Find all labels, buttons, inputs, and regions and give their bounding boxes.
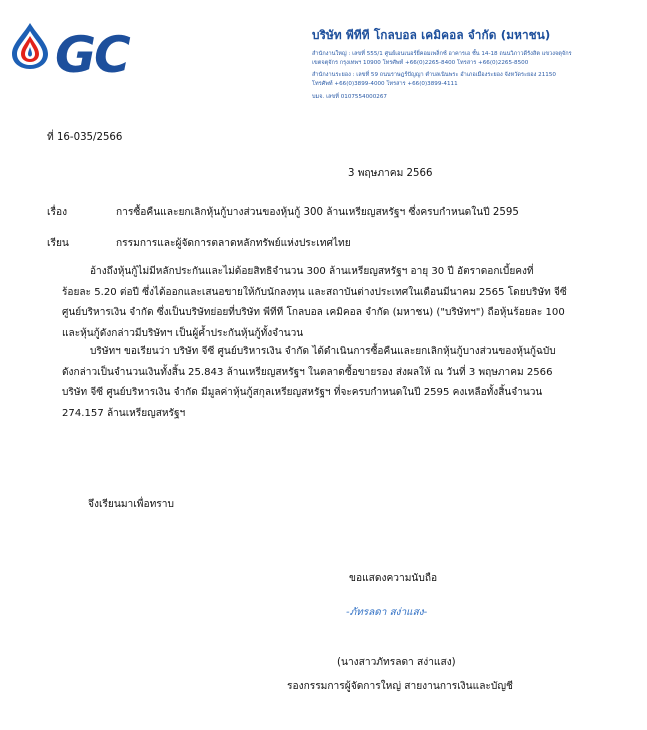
paragraph-line: ดังกล่าวเป็นจำนวนเงินทั้งสิ้น 25.843 ล้านเหรียญสหรัฐฯ ในตลาดซื้อขายรอง ส่งผลให้ ณ วันที่ 3 พฤษภาคม 2566 [62,366,553,378]
company-name: บริษัท พีทีที โกลบอล เคมิคอล จำกัด (มหาชน) [312,28,551,42]
registration-number: บมจ. เลขที่ 0107554000267 [312,94,387,101]
paragraph-line: และหุ้นกู้ดังกล่าวมีบริษัทฯ เป็นผู้ค้ำประกันหุ้นกู้ทั้งจำนวน [62,327,304,339]
signatory-title: รองกรรมการผู้จัดการใหญ่ สายงานการเงินและบัญชี [287,681,513,692]
paragraph-line: อ้างถึงหุ้นกู้ไม่มีหลักประกันและไม่ด้อยสิทธิจำนวน 300 ล้านเหรียญสหรัฐฯ อายุ 30 ปี อัตราดอกเบี้ยคงที่ [90,266,534,277]
paragraph-line: บริษัท จีซี ศูนย์บริหารเงิน จำกัด มีมูลค่าหุ้นกู้สกุลเหรียญสหรัฐฯ ที่จะครบกำหนดในปี 2595 คงเหลือทั้งสิ้นจำนวน [62,387,543,398]
hq-address-line-2: เขตจตุจักร กรุงเทพฯ 10900 โทรศัพท์ +66(0)2265-8400 โทรสาร +66(0)2265-8500 [312,59,529,66]
rayong-address-line-2: โทรศัพท์ +66(0)3899-4000 โทรสาร +66(0)3899-4111 [312,80,458,87]
letter-date: 3 พฤษภาคม 2566 [348,168,433,179]
paragraph-line: ศูนย์บริหารเงิน จำกัด ซึ่งเป็นบริษัทย่อยที่บริษัท พีทีที โกลบอล เคมิคอล จำกัด (มหาชน) ("บริษัทฯ") ถือหุ้นร้อยละ 100 [62,307,565,318]
subject-label: เรื่อง [47,207,68,218]
signature: -ภัทรลดา สง่าแสง- [346,607,428,618]
letterhead [312,26,632,102]
recipient-label: เรียน [47,238,69,249]
paragraph-line: 274.157 ล้านเหรียญสหรัฐฯ [62,407,186,419]
gc-logo-icon [54,27,172,79]
signatory-name: (นางสาวภัทรลดา สง่าแสง) [337,657,456,668]
reference-number: ที่ 16-035/2566 [47,132,123,143]
body-paragraph-1 [62,262,615,344]
paragraph-line: ร้อยละ 5.20 ต่อปี ซึ่งได้ออกและเสนอขายให้กับนักลงทุน และสถาบันต่างประเทศในเดือนมีนาคม 2565 โดยบริษัท จีซี [62,286,567,298]
recipient-text: กรรมการและผู้จัดการตลาดหลักทรัพย์แห่งประเทศไทย [116,238,351,249]
closing-text: จึงเรียนมาเพื่อทราบ [88,499,174,510]
paragraph-line: บริษัทฯ ขอเรียนว่า บริษัท จีซี ศูนย์บริหารเงิน จำกัด ได้ดำเนินการซื้อคืนและยกเลิกหุ้นกู้บางส่วนของหุ้นกู้ฉบับ [90,346,556,357]
ptt-drop-logo-icon [10,22,50,70]
svg-text:GC: GC [55,27,129,79]
subject-text: การซื้อคืนและยกเลิกหุ้นกู้บางส่วนของหุ้นกู้ 300 ล้านเหรียญสหรัฐฯ ซึ่งครบกำหนดในปี 2595 [116,207,519,218]
rayong-address-line-1: สำนักงานระยอง : เลขที่ 59 ถนนราษฎร์ปัญญา ตำบลเนินพระ อำเภอเมืองระยอง จังหวัดระยอง 21150 [312,72,556,79]
body-paragraph-2 [62,342,615,424]
regards-text: ขอแสดงความนับถือ [349,573,438,584]
hq-address-line-1: สำนักงานใหญ่ : เลขที่ 555/1 ศูนย์เอนเนอร์ยี่คอมเพล็กซ์ อาคารเอ ชั้น 14-18 ถนนวิภาวดีรังสิต แขวงจตุจักร [312,51,572,57]
